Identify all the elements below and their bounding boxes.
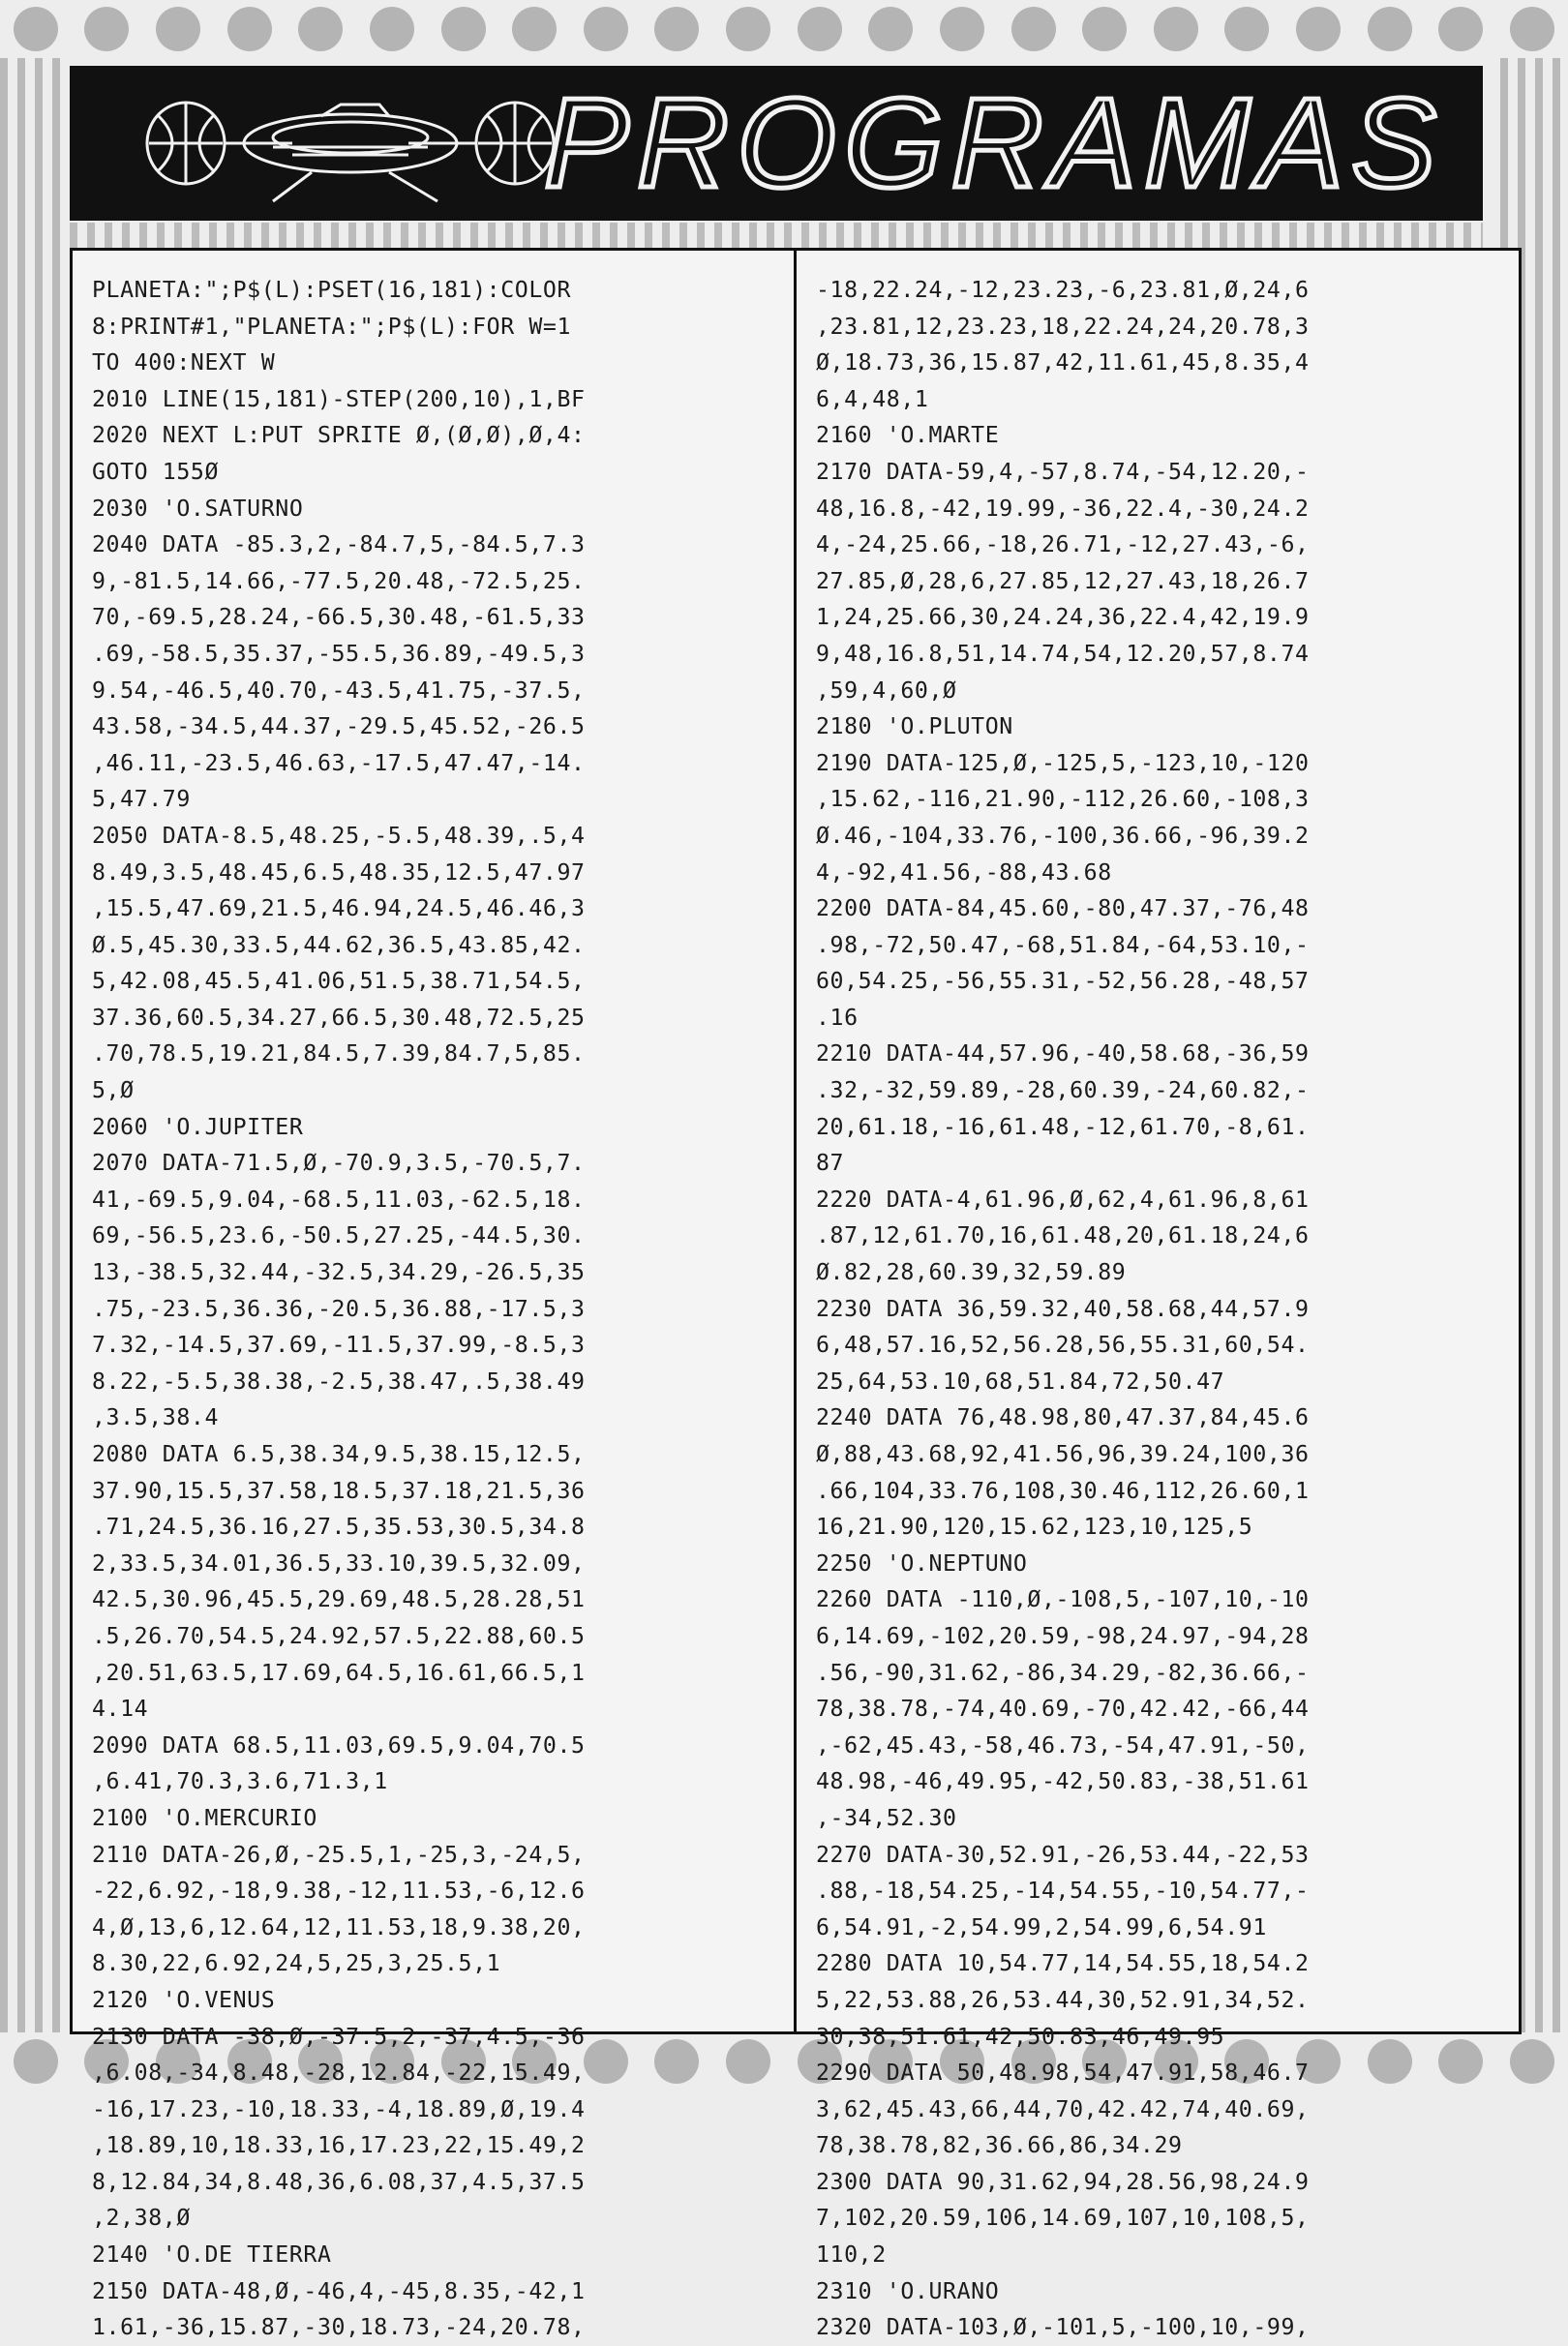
code-line: ,23.81,12,23.23,18,22.24,24,20.78,3 (816, 313, 1310, 340)
code-line: 2030 'O.SATURNO (92, 495, 304, 522)
code-line: 27.85,Ø,28,6,27.85,12,27.43,18,26.7 (816, 567, 1310, 594)
code-line: 42.5,30.96,45.5,29.69,48.5,28.28,51 (92, 1586, 586, 1613)
code-line: 70,-69.5,28.24,-66.5,30.48,-61.5,33 (92, 604, 586, 631)
code-line: 8.49,3.5,48.45,6.5,48.35,12.5,47.97 (92, 858, 586, 886)
code-line: 87 (816, 1150, 845, 1177)
code-line: 2050 DATA-8.5,48.25,-5.5,48.39,.5,4 (92, 822, 586, 849)
code-line: -18,22.24,-12,23.23,-6,23.81,Ø,24,6 (816, 277, 1310, 303)
code-line: 2130 DATA -38,Ø,-37.5,2,-37,4.5,-36 (92, 2023, 586, 2050)
striped-separator (70, 223, 1483, 248)
code-line: ,-34,52.30 (816, 1804, 957, 1831)
top-dot-border (0, 0, 1568, 58)
code-line: 2170 DATA-59,4,-57,8.74,-54,12.20,- (816, 458, 1310, 485)
code-line: 2220 DATA-4,61.96,Ø,62,4,61.96,8,61 (816, 1186, 1310, 1213)
code-line: .56,-90,31.62,-86,34.29,-82,36.66,- (816, 1659, 1310, 1686)
code-line: -22,6.92,-18,9.38,-12,11.53,-6,12.6 (92, 1878, 586, 1905)
listing-column-right (794, 248, 1522, 2341)
code-line: GOTO 155Ø (92, 458, 220, 485)
code-line: 2240 DATA 76,48.98,80,47.37,84,45.6 (816, 1404, 1310, 1431)
code-line: 78,38.78,82,36.66,86,34.29 (816, 2132, 1183, 2159)
listing-column-left (70, 248, 798, 2341)
code-line: ,3.5,38.4 (92, 1404, 220, 1431)
code-line: 2290 DATA 50,48.98,54,47.91,58,46.7 (816, 2060, 1310, 2087)
code-line: .87,12,61.70,16,61.48,20,61.18,24,6 (816, 1222, 1310, 1249)
code-line: 5,47.79 (92, 786, 191, 813)
code-line: ,15.5,47.69,21.5,46.94,24.5,46.46,3 (92, 895, 586, 922)
code-line: ,2,38,Ø (92, 2205, 191, 2232)
code-line: 1.61,-36,15.87,-30,18.73,-24,20.78, (92, 2314, 586, 2341)
code-line: 2160 'O.MARTE (816, 422, 1000, 449)
code-line: 2260 DATA -110,Ø,-108,5,-107,10,-10 (816, 1586, 1310, 1613)
code-line: 8.22,-5.5,38.38,-2.5,38.47,.5,38.49 (92, 1368, 586, 1395)
code-line: TO 400:NEXT W (92, 349, 276, 376)
code-line: 2230 DATA 36,59.32,40,58.68,44,57.9 (816, 1295, 1310, 1322)
code-line: 48,16.8,-42,19.99,-36,22.4,-30,24.2 (816, 495, 1310, 522)
code-line: .98,-72,50.47,-68,51.84,-64,53.10,- (816, 931, 1310, 958)
code-line: .69,-58.5,35.37,-55.5,36.89,-49.5,3 (92, 640, 586, 667)
code-line: 2280 DATA 10,54.77,14,54.55,18,54.2 (816, 1950, 1310, 1977)
code-line: .32,-32,59.89,-28,60.39,-24,60.82,- (816, 1077, 1310, 1104)
code-line: 2190 DATA-125,Ø,-125,5,-123,10,-120 (816, 749, 1310, 776)
code-line: Ø,88,43.68,92,41.56,96,39.24,100,36 (816, 1441, 1310, 1467)
code-line: 6,48,57.16,52,56.28,56,55.31,60,54. (816, 1332, 1310, 1359)
code-line: 37.36,60.5,34.27,66.5,30.48,72.5,25 (92, 1004, 586, 1031)
code-line: 20,61.18,-16,61.48,-12,61.70,-8,61. (816, 1113, 1310, 1140)
code-line: ,20.51,63.5,17.69,64.5,16.61,66.5,1 (92, 1659, 586, 1686)
code-line: 30,38,51.61,42,50.83,46,49.95 (816, 2023, 1225, 2050)
code-line: 8:PRINT#1,"PLANETA:";P$(L):FOR W=1 (92, 313, 572, 340)
code-line: 9,48,16.8,51,14.74,54,12.20,57,8.74 (816, 640, 1310, 667)
code-line: 78,38.78,-74,40.69,-70,42.42,-66,44 (816, 1696, 1310, 1723)
code-line: 2,33.5,34.01,36.5,33.10,39.5,32.09, (92, 1549, 586, 1577)
code-line: 4.14 (92, 1696, 149, 1723)
code-line: 13,-38.5,32.44,-32.5,34.29,-26.5,35 (92, 1259, 586, 1286)
code-line: 6,54.91,-2,54.99,2,54.99,6,54.91 (816, 1913, 1267, 1940)
code-line: 7,102,20.59,106,14.69,107,10,108,5, (816, 2205, 1310, 2232)
code-line: 2090 DATA 68.5,11.03,69.5,9.04,70.5 (92, 1731, 586, 1759)
code-line: .75,-23.5,36.36,-20.5,36.88,-17.5,3 (92, 1295, 586, 1322)
code-line: 2310 'O.URANO (816, 2277, 1000, 2304)
code-line: 2100 'O.MERCURIO (92, 1804, 317, 1831)
code-line: 7.32,-14.5,37.69,-11.5,37.99,-8.5,3 (92, 1332, 586, 1359)
code-listing-right (816, 272, 1503, 2346)
code-line: 2010 LINE(15,181)-STEP(200,10),1,BF (92, 385, 586, 412)
code-line: 2200 DATA-84,45.60,-80,47.37,-76,48 (816, 895, 1310, 922)
code-line: 41,-69.5,9.04,-68.5,11.03,-62.5,18. (92, 1186, 586, 1213)
code-line: 2020 NEXT L:PUT SPRITE Ø,(Ø,Ø),Ø,4: (92, 422, 586, 449)
code-line: 2070 DATA-71.5,Ø,-70.9,3.5,-70.5,7. (92, 1150, 586, 1177)
code-line: 5,42.08,45.5,41.06,51.5,38.71,54.5, (92, 968, 586, 995)
code-line: 3,62,45.43,66,44,70,42.42,74,40.69, (816, 2095, 1310, 2122)
code-line: PLANETA:";P$(L):PSET(16,181):COLOR (92, 277, 572, 303)
code-line: 2150 DATA-48,Ø,-46,4,-45,8.35,-42,1 (92, 2277, 586, 2304)
code-line: 25,64,53.10,68,51.84,72,50.47 (816, 1368, 1225, 1395)
code-line: Ø,18.73,36,15.87,42,11.61,45,8.35,4 (816, 349, 1310, 376)
code-line: 110,2 (816, 2241, 887, 2269)
code-line: Ø.46,-104,33.76,-100,36.66,-96,39.2 (816, 822, 1310, 849)
code-line: ,6.08,-34,8.48,-28,12.84,-22,15.49, (92, 2060, 586, 2087)
code-line: 2040 DATA -85.3,2,-84.7,5,-84.5,7.3 (92, 531, 586, 558)
code-line: .70,78.5,19.21,84.5,7.39,84.7,5,85. (92, 1040, 586, 1068)
code-line: ,18.89,10,18.33,16,17.23,22,15.49,2 (92, 2132, 586, 2159)
code-line: 48.98,-46,49.95,-42,50.83,-38,51.61 (816, 1768, 1310, 1795)
code-line: 4,-92,41.56,-88,43.68 (816, 858, 1112, 886)
code-line: ,-62,45.43,-58,46.73,-54,47.91,-50, (816, 1731, 1310, 1759)
code-line: ,46.11,-23.5,46.63,-17.5,47.47,-14. (92, 749, 586, 776)
code-line: 9,-81.5,14.66,-77.5,20.48,-72.5,25. (92, 567, 586, 594)
code-line: ,59,4,60,Ø (816, 677, 957, 704)
code-line: Ø.82,28,60.39,32,59.89 (816, 1259, 1127, 1286)
code-line: 43.58,-34.5,44.37,-29.5,45.52,-26.5 (92, 713, 586, 740)
code-line: 37.90,15.5,37.58,18.5,37.18,21.5,36 (92, 1477, 586, 1504)
code-line: .66,104,33.76,108,30.46,112,26.60,1 (816, 1477, 1310, 1504)
code-line: Ø.5,45.30,33.5,44.62,36.5,43.85,42. (92, 931, 586, 958)
header-banner (70, 66, 1483, 221)
code-line: .88,-18,54.25,-14,54.55,-10,54.77,- (816, 1878, 1310, 1905)
spaceship-icon (128, 87, 573, 201)
code-line: ,15.62,-116,21.90,-112,26.60,-108,3 (816, 786, 1310, 813)
code-line: 2120 'O.VENUS (92, 1986, 276, 2013)
code-line: 2210 DATA-44,57.96,-40,58.68,-36,59 (816, 1040, 1310, 1068)
code-line: 6,4,48,1 (816, 385, 929, 412)
code-line: 16,21.90,120,15.62,123,10,125,5 (816, 1514, 1253, 1541)
header-title: PROGRAMAS (543, 72, 1444, 214)
code-line: 4,-24,25.66,-18,26.71,-12,27.43,-6, (816, 531, 1310, 558)
code-line: .16 (816, 1004, 859, 1031)
left-stripe-border (0, 58, 68, 2032)
code-line: 2060 'O.JUPITER (92, 1113, 304, 1140)
code-line: 2270 DATA-30,52.91,-26,53.44,-22,53 (816, 1841, 1310, 1868)
code-line: 4,Ø,13,6,12.64,12,11.53,18,9.38,20, (92, 1913, 586, 1940)
code-line: 2300 DATA 90,31.62,94,28.56,98,24.9 (816, 2168, 1310, 2195)
code-line: 2110 DATA-26,Ø,-25.5,1,-25,3,-24,5, (92, 1841, 586, 1868)
code-listing-left (92, 272, 779, 2346)
code-line: 2080 DATA 6.5,38.34,9.5,38.15,12.5, (92, 1441, 586, 1467)
code-line: 9.54,-46.5,40.70,-43.5,41.75,-37.5, (92, 677, 586, 704)
code-line: -16,17.23,-10,18.33,-4,18.89,Ø,19.4 (92, 2095, 586, 2122)
code-line: 2250 'O.NEPTUNO (816, 1549, 1028, 1577)
code-line: 2180 'O.PLUTON (816, 713, 1013, 740)
code-line: 5,Ø (92, 1077, 135, 1104)
code-line: 8,12.84,34,8.48,36,6.08,37,4.5,37.5 (92, 2168, 586, 2195)
code-line: 2320 DATA-103,Ø,-101,5,-100,10,-99, (816, 2314, 1310, 2341)
code-line: ,6.41,70.3,3.6,71.3,1 (92, 1768, 388, 1795)
code-line: 6,14.69,-102,20.59,-98,24.97,-94,28 (816, 1622, 1310, 1649)
code-line: 60,54.25,-56,55.31,-52,56.28,-48,57 (816, 968, 1310, 995)
code-line: 8.30,22,6.92,24,5,25,3,25.5,1 (92, 1950, 501, 1977)
code-line: .5,26.70,54.5,24.92,57.5,22.88,60.5 (92, 1622, 586, 1649)
code-line: .71,24.5,36.16,27.5,35.53,30.5,34.8 (92, 1514, 586, 1541)
code-line: 2140 'O.DE TIERRA (92, 2241, 332, 2269)
code-line: 69,-56.5,23.6,-50.5,27.25,-44.5,30. (92, 1222, 586, 1249)
code-line: 5,22,53.88,26,53.44,30,52.91,34,52. (816, 1986, 1310, 2013)
code-line: 1,24,25.66,30,24.24,36,22.4,42,19.9 (816, 604, 1310, 631)
